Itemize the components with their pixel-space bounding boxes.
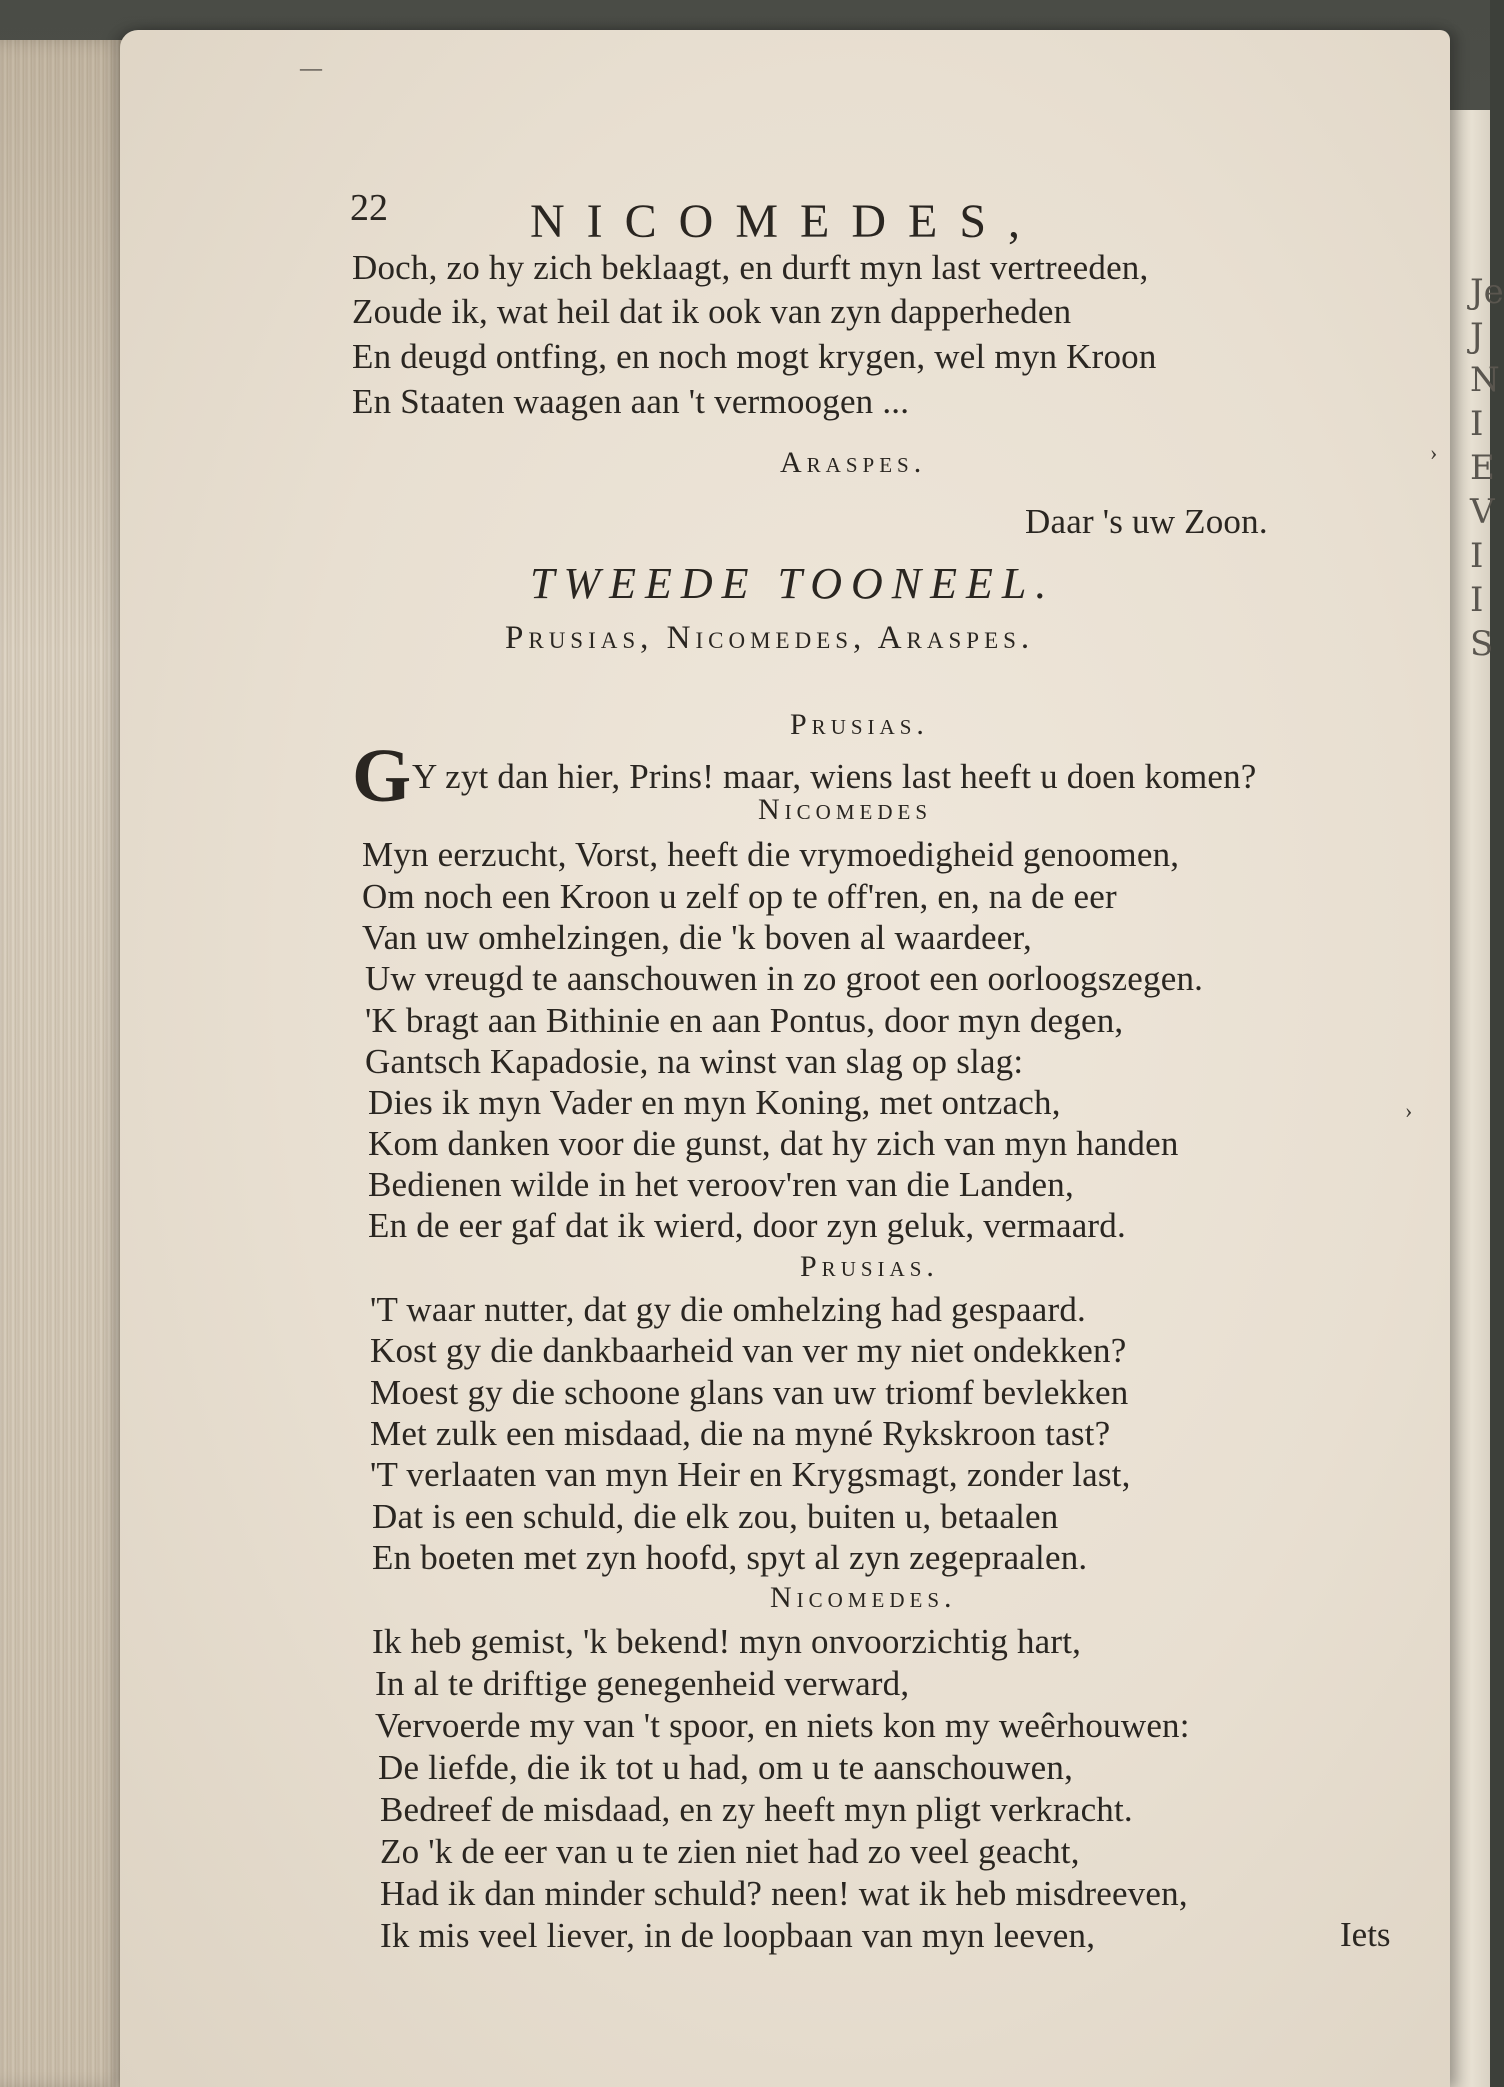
facing-letter: I xyxy=(1470,404,1484,444)
verse-line: Van uw omhelzingen, die 'k boven al waardeer, xyxy=(362,918,1032,957)
verse-line: 'T verlaaten van myn Heir en Krygsmagt, zonder last, xyxy=(370,1455,1131,1494)
verse-line: Myn eerzucht, Vorst, heeft die vrymoedigheid genoomen, xyxy=(362,835,1180,874)
verse-line: Doch, zo hy zich beklaagt, en durft myn last vertreeden, xyxy=(352,248,1149,287)
facing-letter: E xyxy=(1470,448,1495,488)
verse-line: En boeten met zyn hoofd, spyt al zyn zegepraalen. xyxy=(372,1538,1088,1577)
catchword: Iets xyxy=(1340,1915,1391,1954)
verse-line: Kost gy die dankbaarheid van ver my niet ondekken? xyxy=(370,1331,1127,1370)
verse-line: Dat is een schuld, die elk zou, buiten u, betaalen xyxy=(372,1497,1059,1536)
verse-line: Zoude ik, wat heil dat ik ook van zyn dapperheden xyxy=(352,292,1072,331)
drop-cap: G xyxy=(352,734,412,818)
verse-line: En Staaten waagen aan 't vermoogen ... xyxy=(352,382,910,421)
verse-line: Met zulk een misdaad, die na myné Rykskroon tast? xyxy=(370,1414,1111,1453)
facing-letter: J xyxy=(1470,316,1484,356)
verse-line: Bedienen wilde in het veroov'ren van die Landen, xyxy=(368,1165,1074,1204)
facing-letter: V xyxy=(1470,492,1495,532)
verse-line: Had ik dan minder schuld? neen! wat ik heb misdreeven, xyxy=(380,1874,1188,1913)
verse-line: Y zyt dan hier, Prins! maar, wiens last heeft u doen komen? xyxy=(412,757,1257,796)
speaker-name: Prusias. xyxy=(790,708,929,741)
verse-line: Ik mis veel liever, in de loopbaan van myn leeven, xyxy=(380,1916,1096,1955)
speaker-name: Nicomedes xyxy=(758,793,933,826)
verse-line: 'T waar nutter, dat gy die omhelzing had gespaard. xyxy=(370,1290,1086,1329)
paper-mark: — xyxy=(300,55,322,80)
verse-line: En de eer gaf dat ik wierd, door zyn geluk, vermaard. xyxy=(368,1206,1126,1245)
paper-mark: › xyxy=(1430,440,1438,465)
verse-line: Vervoerde my van 't spoor, en niets kon my weêrhouwen: xyxy=(375,1706,1190,1745)
verse-line: Dies ik myn Vader en myn Koning, met ontzach, xyxy=(368,1083,1061,1122)
facing-letter: I xyxy=(1470,536,1484,576)
verse-line: Moest gy die schoone glans van uw triomf bevlekken xyxy=(370,1373,1129,1412)
speaker-name: Prusias. xyxy=(800,1250,939,1283)
paper-mark: › xyxy=(1405,1098,1413,1123)
page-number: 22 xyxy=(350,187,388,229)
running-head: NICOMEDES, xyxy=(530,195,1043,248)
verse-line: Gantsch Kapadosie, na winst van slag op slag: xyxy=(365,1042,1024,1081)
facing-letter: I xyxy=(1470,580,1484,620)
facing-letter: S xyxy=(1470,624,1494,664)
speaker-name: Araspes. xyxy=(780,446,927,479)
verse-line: In al te driftige genegenheid verward, xyxy=(375,1664,910,1703)
facing-letter: Je xyxy=(1470,272,1504,312)
speaker-name: Nicomedes. xyxy=(770,1581,957,1614)
facing-letter: N xyxy=(1470,360,1500,400)
verse-line: Zo 'k de eer van u te zien niet had zo veel geacht, xyxy=(380,1832,1080,1871)
verse-line: Om noch een Kroon u zelf op te off'ren, en, na de eer xyxy=(362,877,1117,916)
verse-line: 'K bragt aan Bithinie en aan Pontus, door myn degen, xyxy=(365,1001,1124,1040)
scene-title: TWEEDE TOONEEL. xyxy=(530,559,1056,608)
verse-line: Kom danken voor die gunst, dat hy zich van myn handen xyxy=(368,1124,1179,1163)
verse-line: Ik heb gemist, 'k bekend! myn onvoorzichtig hart, xyxy=(372,1622,1082,1661)
scene-characters: Prusias, Nicomedes, Araspes. xyxy=(505,620,1035,656)
verse-line: Uw vreugd te aanschouwen in zo groot een oorloogszegen. xyxy=(365,959,1204,998)
verse-line: Daar 's uw Zoon. xyxy=(1025,502,1268,541)
verse-line: Bedreef de misdaad, en zy heeft myn pligt verkracht. xyxy=(380,1790,1133,1829)
verse-line: De liefde, die ik tot u had, om u te aanschouwen, xyxy=(378,1748,1074,1787)
verse-line: En deugd ontfing, en noch mogt krygen, wel myn Kroon xyxy=(352,337,1157,376)
